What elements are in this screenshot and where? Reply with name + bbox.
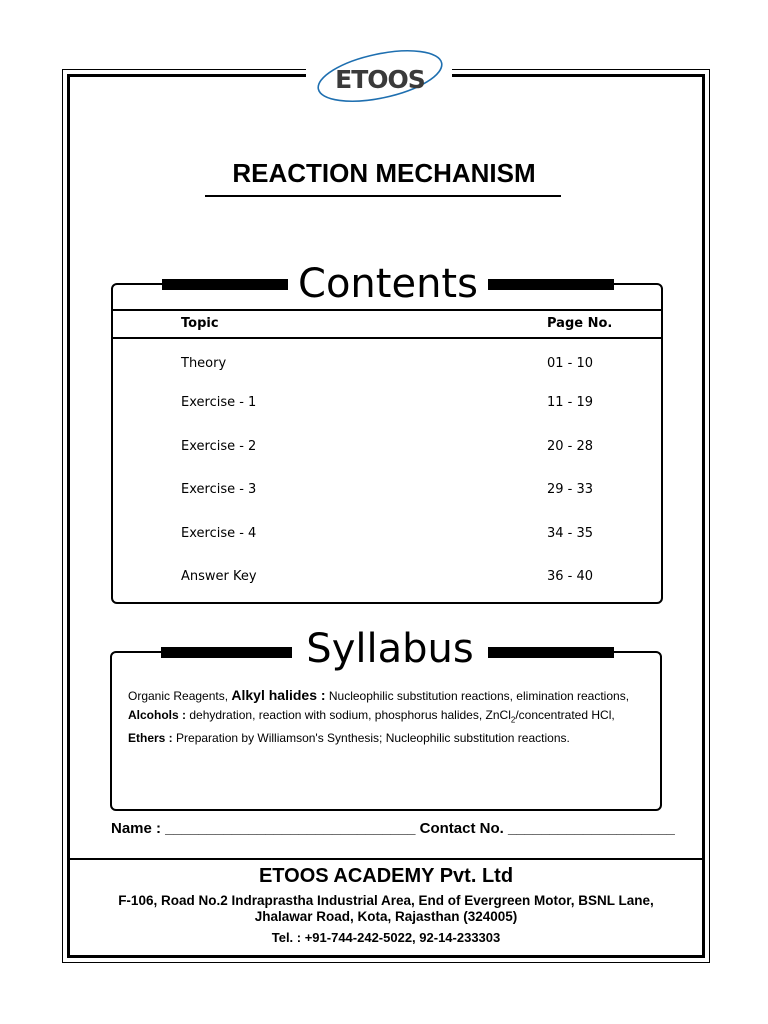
syllabus-keyword: Alcohols : <box>128 708 187 722</box>
syllabus-subscript: 2 <box>510 715 516 725</box>
page-title: REACTION MECHANISM <box>232 158 536 188</box>
table-row-topic: Exercise - 3 <box>181 482 257 497</box>
footer-telephone: Tel. : +91-744-242-5022, 92-14-233303 <box>271 930 501 945</box>
footer-address <box>67 893 705 925</box>
table-row-topic: Exercise - 4 <box>181 526 257 541</box>
syllabus-text <box>128 686 656 748</box>
contents-heading: Contents <box>288 261 488 309</box>
syllabus-text-span: Organic Reagents, <box>128 689 232 703</box>
syllabus-keyword: Ethers : <box>128 731 173 746</box>
syllabus-line-1 <box>128 686 656 706</box>
table-row-page: 36 - 40 <box>547 569 594 584</box>
table-row-topic: Exercise - 2 <box>181 439 257 454</box>
name-field[interactable]: Name : ______________________________ <box>111 820 416 837</box>
syllabus-text-span: /concentrated HCl, <box>515 708 615 722</box>
syllabus-text-span: dehydration, reaction with sodium, phosphorus halides, ZnCl <box>186 708 511 722</box>
page-header: Page No. <box>547 316 613 331</box>
syllabus-line-2 <box>128 706 656 729</box>
syllabus-text-span: Nucleophilic substitution reactions, elimination reactions, <box>325 689 630 703</box>
table-row-page: 34 - 35 <box>547 526 594 541</box>
footer-address-line-2: Jhalawar Road, Kota, Rajasthan (324005) <box>254 909 518 924</box>
footer-address-line-1: F-106, Road No.2 Indraprastha Industrial Area, End of Evergreen Motor, BSNL Lane, <box>118 893 654 908</box>
table-row-topic: Exercise - 1 <box>181 395 257 410</box>
table-row-page: 01 - 10 <box>547 356 594 371</box>
table-row-topic: Theory <box>181 356 227 371</box>
footer-company: ETOOS ACADEMY Pvt. Ltd <box>258 865 514 887</box>
footer-divider <box>67 858 705 860</box>
table-row-page: 29 - 33 <box>547 482 594 497</box>
name-contact-line <box>111 820 675 837</box>
syllabus-line-3 <box>128 729 656 748</box>
syllabus-keyword: Alkyl halides : <box>231 687 326 703</box>
topic-header: Topic <box>181 316 219 331</box>
table-row-page: 20 - 28 <box>547 439 594 454</box>
etoos-logo <box>312 46 448 112</box>
table-row-page: 11 - 19 <box>547 395 594 410</box>
title-underline <box>205 195 561 197</box>
contact-field[interactable]: Contact No. ____________________ <box>419 820 675 837</box>
syllabus-heading: Syllabus <box>292 626 488 674</box>
logo-text: ETOOS <box>335 65 425 94</box>
table-row-topic: Answer Key <box>181 569 257 584</box>
syllabus-text-span: Preparation by Williamson's Synthesis; Nucleophilic substitution reactions. <box>172 731 570 746</box>
